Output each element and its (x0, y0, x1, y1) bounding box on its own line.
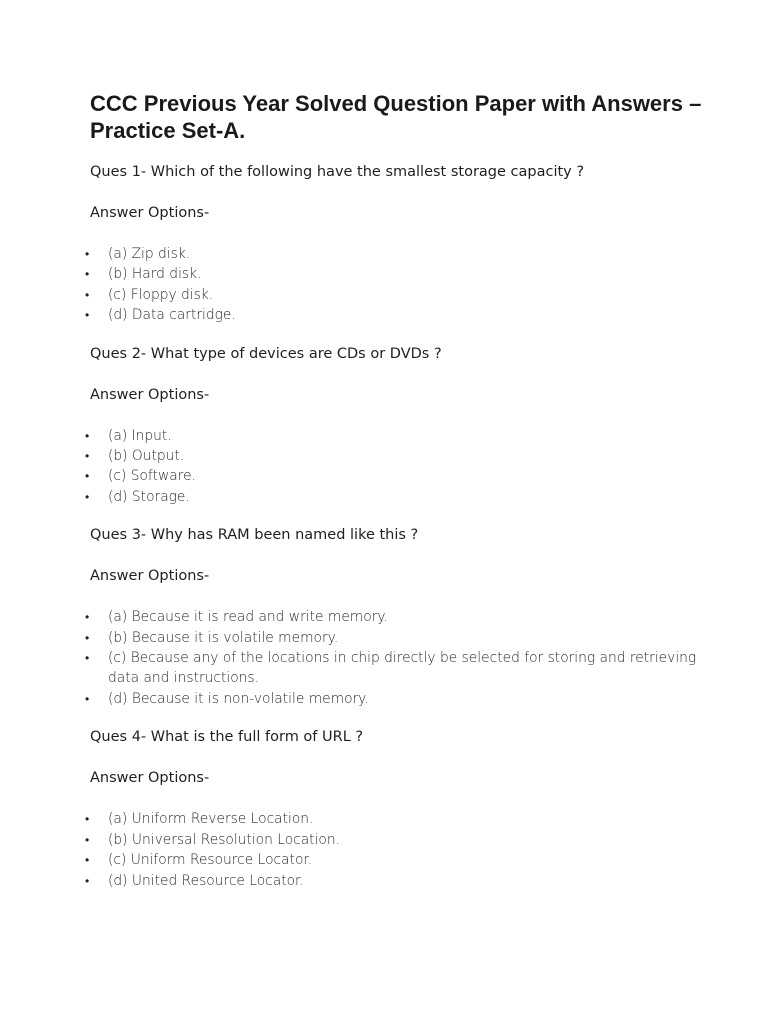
answer-option-text: (c) Floppy disk. (108, 286, 214, 303)
answer-option (85, 244, 730, 264)
bullet-icon: • (85, 630, 90, 645)
answer-option-text: (b) Universal Resolution Location. (108, 831, 340, 848)
answer-option-text: (b) Output. (108, 448, 185, 465)
question-block-4 (85, 727, 730, 891)
answer-option-text: (b) Hard disk. (108, 266, 202, 283)
question-text: Ques 1- Which of the following have the smallest storage capacity ? (90, 164, 585, 180)
answer-option (85, 305, 730, 325)
answer-option (85, 264, 730, 284)
answer-option (85, 830, 730, 850)
bullet-icon: • (85, 267, 90, 282)
bullet-icon: • (85, 428, 90, 443)
answer-option-text: (b) Because it is volatile memory. (108, 629, 339, 646)
document-title: CCC Previous Year Solved Question Paper with Answers – Practice Set-A. (90, 91, 702, 143)
answer-options-heading: Answer Options- (90, 386, 210, 403)
answer-options-list (85, 607, 730, 709)
bullet-icon: • (85, 853, 90, 868)
bullet-icon: • (85, 308, 90, 323)
question-block-2 (85, 344, 730, 508)
answer-option (85, 487, 730, 507)
bullet-icon: • (85, 489, 90, 504)
answer-option-text: (a) Input. (108, 427, 172, 444)
answer-option (85, 689, 730, 709)
answer-option-text: (a) Uniform Reverse Location. (108, 811, 314, 828)
answer-options-list (85, 426, 730, 508)
answer-option-text: (c) Software. (108, 468, 196, 485)
answer-option (85, 850, 730, 870)
answer-option-text: (c) Because any of the locations in chip directly be selected for storing and retrieving data and instructions. (108, 650, 697, 687)
answer-options-heading: Answer Options- (90, 568, 210, 585)
answer-option-text: (d) Because it is non-volatile memory. (108, 690, 369, 707)
bullet-icon: • (85, 247, 90, 261)
answer-option (85, 466, 730, 486)
answer-option (85, 628, 730, 648)
question-text: Ques 2- What type of devices are CDs or DVDs ? (90, 345, 442, 362)
bullet-icon: • (85, 469, 90, 484)
bullet-icon: • (85, 873, 90, 888)
document-page (85, 90, 730, 909)
bullet-icon: • (85, 651, 90, 666)
answer-option-text: (d) Data cartridge. (108, 307, 236, 324)
question-text: Ques 3- Why has RAM been named like this ? (90, 527, 419, 544)
bullet-icon: • (85, 691, 90, 706)
answer-options-heading: Answer Options- (90, 770, 210, 787)
answer-option (85, 648, 730, 689)
question-block-1 (85, 162, 730, 326)
answer-option-text: (d) United Resource Locator. (108, 872, 304, 889)
answer-option (85, 426, 730, 446)
answer-option (85, 871, 730, 891)
bullet-icon: • (85, 832, 90, 847)
answer-option-text: (c) Uniform Resource Locator. (108, 852, 313, 869)
answer-option (85, 607, 730, 627)
answer-options-list (85, 244, 730, 326)
answer-option-text: (a) Because it is read and write memory. (108, 609, 388, 626)
answer-option (85, 446, 730, 466)
answer-option-text: (a) Zip disk. (108, 246, 191, 262)
answer-options-heading: Answer Options- (90, 205, 210, 221)
question-text: Ques 4- What is the full form of URL ? (90, 729, 364, 746)
answer-options-list (85, 809, 730, 891)
bullet-icon: • (85, 449, 90, 464)
answer-option (85, 285, 730, 305)
question-block-3 (85, 525, 730, 709)
bullet-icon: • (85, 812, 90, 827)
answer-option (85, 809, 730, 829)
answer-option-text: (d) Storage. (108, 488, 190, 505)
bullet-icon: • (85, 287, 90, 302)
bullet-icon: • (85, 610, 90, 625)
